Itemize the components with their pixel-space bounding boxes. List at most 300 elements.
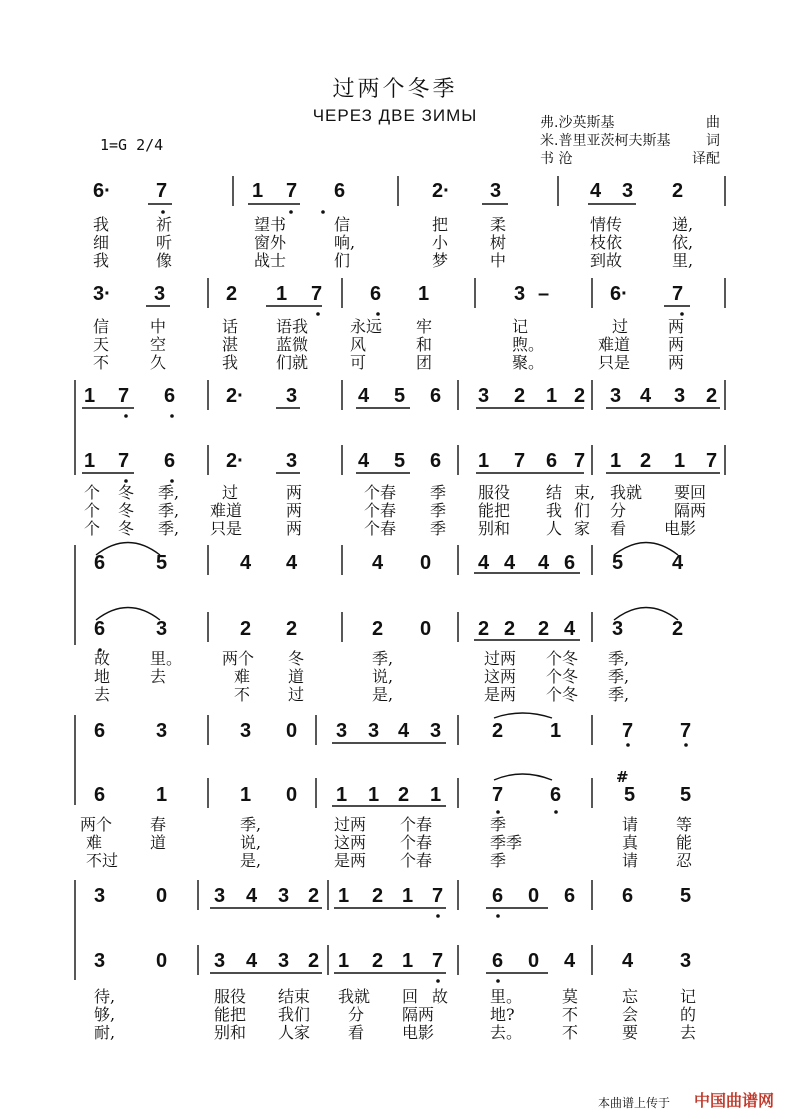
note: 7 [118,385,130,407]
note: 2 [706,385,718,407]
note: 2 [478,618,490,640]
lyric: 是两 [484,685,517,704]
lyric: 里, [672,251,694,270]
lyric: 风 [350,335,367,354]
lyric: 耐, [94,1023,116,1042]
lyric: 去 [680,1023,697,1042]
lyric: 个 [84,519,101,538]
lyric: 只是 [598,353,631,372]
note: 6 [546,450,558,472]
note: 2· [226,385,244,407]
note: 7 [574,450,586,472]
lyric: 湛 [222,335,239,354]
lyric: 冬 [118,483,135,502]
note: 3 [674,385,686,407]
note: 4 [398,720,410,742]
note: 3 [478,385,490,407]
sharp-sign: # [616,768,629,786]
note: 3 [622,180,634,202]
lyric: 过 [288,685,305,704]
lyric: 枝依 [590,233,623,252]
note: 5 [394,450,406,472]
lyric: 别和 [214,1023,247,1042]
lyric: 空 [150,335,167,354]
lyric: 故 [94,649,111,668]
lyric: 看 [610,519,627,538]
lyric: 季 [430,501,447,520]
note: 6 [94,720,106,742]
lyric: 两个 [222,649,255,668]
lyric: 窗外 [254,233,287,252]
lyric: 忘 [622,987,639,1006]
note: 0 [286,784,298,806]
lyric: 请 [622,815,639,834]
lyric: 分 [348,1005,365,1024]
lyric: 递, [672,215,694,234]
note: 6· [93,180,111,202]
lyric: 的 [680,1005,697,1024]
note: 1 [338,885,350,907]
lyric: 个春 [400,851,433,870]
key-signature: 1=G 2/4 [100,136,164,154]
lyric: 地? [490,1005,515,1024]
lyricist-role: 词 [706,133,720,149]
lyric: 难道 [598,335,631,354]
lyric: 不 [234,685,251,704]
note: 2 [672,618,684,640]
lyric: 说, [372,667,394,686]
lyric: 树 [490,233,507,252]
note: 2 [514,385,526,407]
note: 5 [394,385,406,407]
lyric: 服役 [214,987,247,1006]
lyric: 要 [622,1023,639,1042]
note: 3 [336,720,348,742]
lyric: 永远 [350,317,383,336]
lyric: 依, [672,233,694,252]
note: 3 [94,950,106,972]
note: 3 [154,283,166,305]
lyric: 这两 [334,833,367,852]
note: 2· [432,180,450,202]
note: 2 [372,885,384,907]
lyric: 两 [286,519,303,538]
note: 6 [430,450,442,472]
lyric: 中 [150,317,167,336]
note: 6 [370,283,382,305]
lyric: 把 [432,215,449,234]
lyric: 柔 [490,215,507,234]
lyric: 小 [432,233,449,252]
lyric: 我们 [278,1005,311,1024]
lyric: 两 [668,317,685,336]
note: 2 [640,450,652,472]
lyric: 个冬 [546,667,579,686]
note: 6 [94,552,106,574]
lyric: 我 [93,215,110,234]
note: 2 [308,885,320,907]
note: 7 [492,784,504,806]
lyric: 望书 [254,215,287,234]
note: 4 [564,618,576,640]
lyric: 个冬 [546,649,579,668]
note: 1 [84,450,96,472]
lyric: 语我 [276,317,309,336]
note: 7 [311,283,323,305]
lyric: 会 [622,1005,639,1024]
lyric: 蓝微 [276,335,309,354]
note: 1 [368,784,380,806]
lyric: 季 [490,815,507,834]
note: 6 [164,450,176,472]
lyric: 两 [668,353,685,372]
note: 3 [156,720,168,742]
lyric: 祈 [156,215,173,234]
note: 5 [624,784,636,806]
lyric: 故 [432,987,449,1006]
lyric: 请 [622,851,639,870]
note: 4 [640,385,652,407]
lyric: 隔两 [402,1005,435,1024]
lyric: 冬 [288,649,305,668]
note: 3 [278,950,290,972]
lyric: 去。 [490,1023,523,1042]
lyric: 莫 [562,987,579,1006]
note: 6 [492,885,504,907]
note: 1 [252,180,264,202]
note: 3 [612,618,624,640]
note: 1 [336,784,348,806]
note: 4 [358,450,370,472]
lyric: 结束 [278,987,311,1006]
lyric: 季 [490,851,507,870]
note: 3· [93,283,111,305]
lyric: 难道 [210,501,243,520]
note: 0 [156,950,168,972]
note: 2 [672,180,684,202]
note: 4 [478,552,490,574]
lyric: 只是 [210,519,243,538]
lyric: 们 [334,251,351,270]
lyric: 冬 [118,519,135,538]
note: 3 [286,385,298,407]
note: 4 [672,552,684,574]
lyric: 记 [680,987,697,1006]
note: 4 [246,950,258,972]
lyric: 信 [334,215,351,234]
lyric: 个春 [364,501,397,520]
lyric: 这两 [484,667,517,686]
lyric: 季, [608,685,630,704]
lyric: 够, [94,1005,116,1024]
note: 6 [622,885,634,907]
note: 1 [84,385,96,407]
lyric: 两个 [80,815,113,834]
note: 2 [372,618,384,640]
note: 4 [590,180,602,202]
note: 2 [240,618,252,640]
note: 3 [286,450,298,472]
lyric: 两 [286,483,303,502]
note: 2· [226,450,244,472]
note: 4 [504,552,516,574]
lyric: 去 [94,685,111,704]
note: 1 [674,450,686,472]
lyric: 过 [612,317,629,336]
note: 2 [286,618,298,640]
lyric: 人 [546,519,563,538]
upload-source-text: 本曲谱上传于 [597,1096,670,1110]
note: 1 [402,885,414,907]
lyric: 季 [430,519,447,538]
lyric: 牢 [416,317,433,336]
lyric: 季, [158,483,180,502]
note: 0 [286,720,298,742]
song-subtitle: ЧЕРЕЗ ДВЕ ЗИМЫ [312,106,478,125]
lyric: 情传 [590,215,623,234]
lyric: 信 [93,317,110,336]
note: 4 [246,885,258,907]
lyric: 别和 [478,519,511,538]
note: 4 [622,950,634,972]
lyric: 我 [222,353,239,372]
note: 1 [546,385,558,407]
lyric: 个 [84,483,101,502]
lyric: 能 [676,833,693,852]
lyric: 记 [512,317,529,336]
lyric: 个春 [364,519,397,538]
note: 7 [622,720,634,742]
note: 6 [550,784,562,806]
lyric: 到故 [590,251,623,270]
lyric: 忍 [676,851,693,870]
lyric: 真 [622,833,639,852]
note: 6 [94,784,106,806]
note: 3 [430,720,442,742]
note: 1 [156,784,168,806]
note: 1 [338,950,350,972]
lyric: 响, [334,233,356,252]
note: 4 [538,552,550,574]
note: 7 [118,450,130,472]
note: 6 [564,885,576,907]
lyric: 难 [234,667,251,686]
lyric: 里。 [150,649,183,668]
note: 3 [156,618,168,640]
note: 2 [492,720,504,742]
note: 7 [680,720,692,742]
note: 1 [478,450,490,472]
note: 4 [286,552,298,574]
note: 6 [334,180,346,202]
lyric: 战士 [254,251,287,270]
lyric: 聚。 [512,353,545,372]
note: 5 [680,784,692,806]
lyric: 梦 [432,251,449,270]
lyric: 天 [93,335,110,354]
note: 2 [226,283,238,305]
note: 2 [504,618,516,640]
lyric: 结 [546,483,563,502]
note: 1 [276,283,288,305]
note: 7 [514,450,526,472]
note: 2 [574,385,586,407]
note: 2 [538,618,550,640]
lyric: 待, [94,987,116,1006]
note: 1 [402,950,414,972]
lyric: 们就 [276,353,309,372]
lyric: 等 [676,815,693,834]
lyric: 个春 [400,815,433,834]
lyric: 道 [150,833,167,852]
note: 4 [564,950,576,972]
note: 3 [610,385,622,407]
note: 6 [164,385,176,407]
note: 4 [358,385,370,407]
lyric: 季, [608,667,630,686]
lyric: 季, [608,649,630,668]
note: 4 [240,552,252,574]
song-title: 过两个冬季 [332,77,458,102]
note: 7 [672,283,684,305]
lyric: 说, [240,833,262,852]
lyric: 季, [372,649,394,668]
lyric: 能把 [214,1005,247,1024]
note: 0 [528,885,540,907]
lyric: 过 [222,483,239,502]
lyric: 分 [610,501,627,520]
lyric: 道 [288,667,305,686]
note: 6 [564,552,576,574]
lyric: 不 [562,1023,579,1042]
note: 6 [94,618,106,640]
note: 0 [528,950,540,972]
note: 1 [550,720,562,742]
lyricist-name: 米.普里亚茨柯夫斯基 [540,133,671,149]
translator-role: 译配 [692,151,720,167]
note: 3 [514,283,526,305]
note: 7 [156,180,168,202]
note: 3 [214,885,226,907]
lyric: 是, [372,685,394,704]
lyric: 季 [430,483,447,502]
lyric: 季, [158,501,180,520]
composer-role: 曲 [706,115,720,131]
lyric: 地 [94,667,111,686]
note: 3 [278,885,290,907]
note: 4 [372,552,384,574]
lyric: 季季 [490,833,523,852]
note: 7 [432,950,444,972]
note: 0 [156,885,168,907]
lyric: 家 [574,519,591,538]
note: 1 [430,784,442,806]
lyric: 季, [240,815,262,834]
note: 7 [706,450,718,472]
lyric: 服役 [478,483,511,502]
lyric: 个 [84,501,101,520]
composer-name: 弗.沙英斯基 [540,115,615,131]
lyric: 是两 [334,851,367,870]
note: 5 [156,552,168,574]
note: 1 [610,450,622,472]
lyric: 季, [158,519,180,538]
lyric: 个冬 [546,685,579,704]
note: 0 [420,618,432,640]
lyric: 团 [416,353,433,372]
note: 3 [490,180,502,202]
note: 3 [94,885,106,907]
lyric: 回 [402,987,419,1006]
lyric: 和 [416,335,433,354]
lyric: 隔两 [674,501,707,520]
note: 7 [432,885,444,907]
note: 3 [368,720,380,742]
lyric: 不过 [86,851,119,870]
lyric: 去 [150,667,167,686]
lyric: 难 [86,833,103,852]
lyric: 话 [222,317,239,336]
lyric: 人家 [278,1023,311,1042]
lyric: 春 [150,815,167,834]
note: 2 [372,950,384,972]
note: – [538,283,550,305]
lyric: 两 [286,501,303,520]
lyric: 像 [156,251,173,270]
lyric: 要回 [674,483,707,502]
lyric: 过两 [484,649,517,668]
lyric: 冬 [118,501,135,520]
note: 3 [240,720,252,742]
note: 6· [610,283,628,305]
note: 6 [430,385,442,407]
lyric: 我 [546,501,563,520]
note: 1 [418,283,430,305]
site-logo[interactable]: 中国曲谱网 [693,1091,774,1110]
lyric: 可 [350,353,367,372]
lyric: 久 [150,353,167,372]
lyric: 中 [490,251,507,270]
note: 3 [214,950,226,972]
lyric: 个春 [364,483,397,502]
lyric: 们 [574,501,591,520]
lyric: 电影 [664,519,697,538]
note: 3 [680,950,692,972]
note: 0 [420,552,432,574]
lyric: 过两 [334,815,367,834]
note: 6 [492,950,504,972]
lyric: 不 [562,1005,579,1024]
lyric: 煦。 [512,335,545,354]
lyric: 我就 [610,483,643,502]
lyric: 不 [93,353,110,372]
lyric: 我 [93,251,110,270]
lyric: 两 [668,335,685,354]
lyric: 个春 [400,833,433,852]
note: 7 [286,180,298,202]
lyric: 听 [156,233,173,252]
lyric: 里。 [490,987,523,1006]
lyric: 束, [574,483,596,502]
lyric: 我就 [338,987,371,1006]
note: 5 [680,885,692,907]
lyric: 是, [240,851,262,870]
note: 1 [240,784,252,806]
note: 2 [398,784,410,806]
note: 2 [308,950,320,972]
lyric: 电影 [402,1023,435,1042]
lyric: 看 [348,1023,365,1042]
